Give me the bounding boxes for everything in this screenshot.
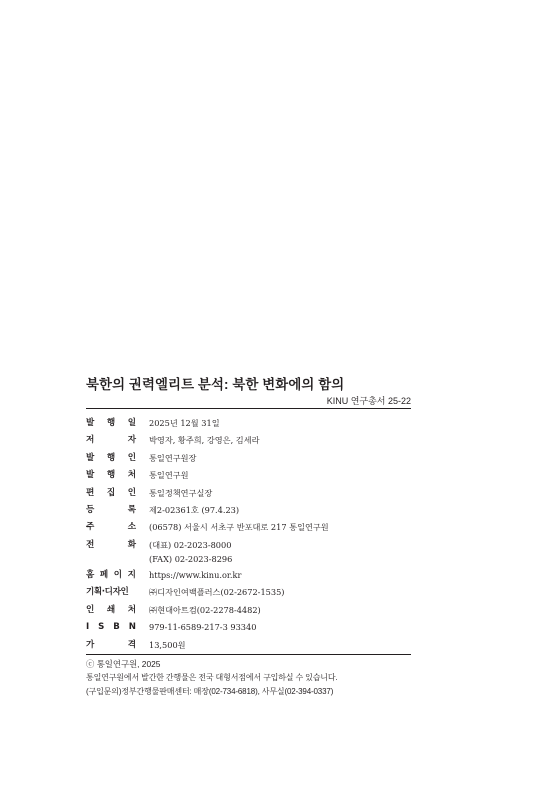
info-label-char: 격 <box>127 639 136 650</box>
info-row <box>86 450 411 467</box>
info-label-char: 행 <box>106 418 116 428</box>
info-row <box>86 584 411 601</box>
info-label <box>86 485 136 502</box>
info-label-char: 행 <box>106 470 116 481</box>
info-label <box>86 619 136 636</box>
info-value <box>149 619 411 636</box>
info-value-line: (대표) 02-2023-8000 <box>149 539 232 550</box>
info-label-char: N <box>128 622 136 633</box>
info-row <box>86 432 411 449</box>
info-row <box>86 519 411 536</box>
info-label <box>86 415 136 432</box>
info-value-line: https://www.kinu.or.kr <box>149 570 242 581</box>
info-label-char: 발 <box>86 470 95 481</box>
colophon <box>86 375 411 700</box>
info-label-char: 발 <box>86 418 95 428</box>
purchase-contact: (구입문의)정부간행물판매센터: 매장(02-734-6818), 사무실(02-394-0337) <box>86 687 334 697</box>
info-value-line: (06578) 서울시 서초구 반포대로 217 통일연구원 <box>149 522 329 533</box>
info-value-line: (FAX) 02-2023-8296 <box>149 554 233 565</box>
info-value-line: 통일연구원장 <box>149 452 197 463</box>
info-value <box>149 584 411 601</box>
info-label <box>86 519 136 536</box>
info-label <box>86 537 136 554</box>
info-row <box>86 485 411 502</box>
info-row <box>86 602 411 619</box>
info-label-char: 인 <box>127 452 136 463</box>
info-value <box>149 519 411 536</box>
info-label-char: 페 <box>99 570 109 581</box>
info-label <box>86 467 136 484</box>
info-label-char: 전 <box>86 539 95 550</box>
info-label <box>86 450 136 467</box>
info-label-char: 록 <box>127 505 136 516</box>
info-label-char: 지 <box>127 570 136 581</box>
info-label <box>86 637 136 654</box>
info-label-char: 기획·디자인 <box>86 587 129 598</box>
info-label <box>86 432 136 449</box>
info-label-char: S <box>98 622 105 633</box>
info-value <box>149 485 411 502</box>
info-label <box>86 584 136 601</box>
info-row <box>86 567 411 584</box>
info-value <box>149 502 411 519</box>
info-value-line: ㈜디자인여백플러스(02-2672-1535) <box>149 587 285 598</box>
info-value-line: 통일연구원 <box>149 470 189 481</box>
info-label-char: 행 <box>106 452 116 463</box>
info-label-char: 화 <box>127 539 136 550</box>
info-value-line: 통일정책연구실장 <box>149 487 213 498</box>
copyright-line: ⓒ 통일연구원, 2025 <box>86 659 161 670</box>
info-value-line: 2025년 12월 31일 <box>149 418 220 428</box>
info-label-char: 가 <box>86 639 95 650</box>
info-label-char: 자 <box>127 435 136 446</box>
book-title: 북한의 권력엘리트 분석: 북한 변화에의 함의 <box>86 377 345 392</box>
bottom-rule <box>86 654 411 655</box>
info-row <box>86 467 411 484</box>
info-value-line: 박영자, 황주희, 강영은, 김세라 <box>149 435 260 446</box>
info-label-char: 인 <box>86 604 95 615</box>
info-label-char: I <box>86 622 90 633</box>
info-row <box>86 502 411 519</box>
info-value-line: 979-11-6589-217-3 93340 <box>149 622 257 633</box>
info-value <box>149 602 411 619</box>
info-value-line: ㈜현대아트컴(02-2278-4482) <box>149 604 261 615</box>
publication-info <box>86 415 411 654</box>
info-label-char: 인 <box>127 487 136 498</box>
info-value[interactable] <box>149 567 411 584</box>
info-label-char: 처 <box>127 470 136 481</box>
info-label-char: 처 <box>127 604 136 615</box>
info-label-char: 주 <box>86 522 95 533</box>
info-label <box>86 602 136 619</box>
purchase-notice: 통일연구원에서 발간한 간행물은 전국 대형서점에서 구입하실 수 있습니다. <box>86 673 338 683</box>
info-label <box>86 502 136 519</box>
info-row <box>86 619 411 636</box>
info-row <box>86 637 411 654</box>
series-label: KINU 연구총서 25-22 <box>326 396 411 406</box>
info-value <box>149 450 411 467</box>
info-label-char: 등 <box>86 505 95 516</box>
info-label-char: 발 <box>86 452 95 463</box>
info-label <box>86 567 136 584</box>
info-row <box>86 415 411 432</box>
info-value-line: 13,500원 <box>149 639 186 650</box>
info-value <box>149 415 411 432</box>
info-value-line: 제2-02361호 (97.4.23) <box>149 505 240 516</box>
info-label-char: 일 <box>127 418 136 428</box>
info-label-char: 편 <box>86 487 95 498</box>
info-value <box>149 432 411 449</box>
info-label-char: 홈 <box>86 570 95 581</box>
info-label-char: 소 <box>127 522 136 533</box>
top-rule <box>86 408 411 409</box>
info-value <box>149 637 411 654</box>
info-label-char: 저 <box>86 435 95 446</box>
info-label-char: 이 <box>113 570 123 581</box>
info-label-char: 쇄 <box>106 604 116 615</box>
info-label-char: B <box>113 622 120 633</box>
info-value <box>149 537 411 567</box>
info-value <box>149 467 411 484</box>
info-row <box>86 537 411 567</box>
info-label-char: 집 <box>106 487 116 498</box>
copyright-block <box>86 657 411 700</box>
